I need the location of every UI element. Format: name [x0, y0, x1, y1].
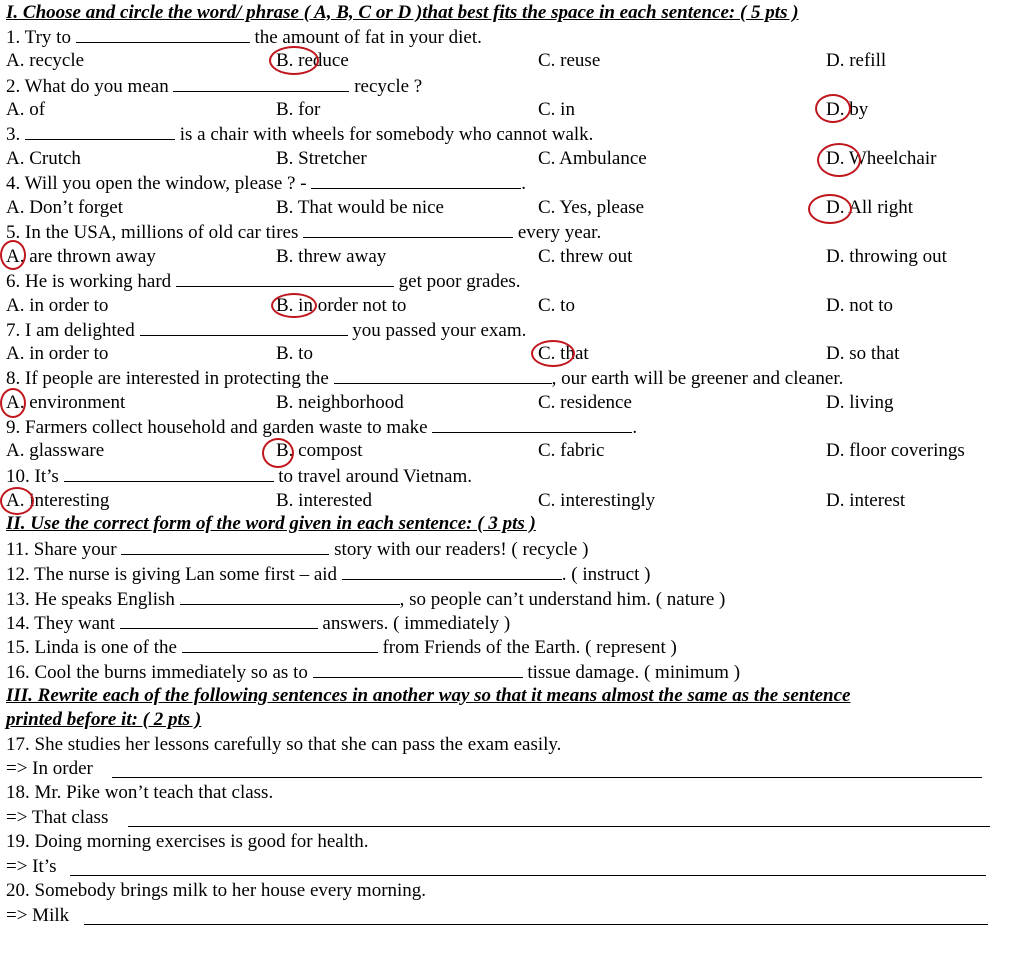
question-3	[6, 122, 593, 146]
question-4-tail: .	[521, 173, 527, 194]
question-18-answer-line[interactable]	[128, 826, 990, 827]
question-1-tail: the amount of fat in your diet.	[254, 27, 482, 48]
question-3-text: 3.	[6, 124, 21, 145]
question-3-blank[interactable]	[25, 122, 175, 140]
question-16-text: 16. Cool the burns immediately so as to	[6, 662, 308, 683]
option-c[interactable]: C. to	[538, 295, 575, 316]
option-c[interactable]: C. fabric	[538, 440, 605, 461]
option-b[interactable]: B. neighborhood	[276, 392, 404, 413]
question-10	[6, 464, 472, 488]
option-c[interactable]: C. residence	[538, 392, 632, 413]
option-a[interactable]: A. are thrown away	[6, 246, 156, 267]
option-b[interactable]: B. in order not to	[276, 295, 407, 316]
question-5	[6, 220, 601, 244]
option-a[interactable]: A. of	[6, 99, 46, 120]
question-1-blank[interactable]	[76, 25, 250, 43]
question-17: 17. She studies her lessons carefully so that she can pass the exam easily.	[6, 734, 562, 755]
option-d[interactable]: D. throwing out	[826, 246, 947, 267]
section-3-heading-line-1: III. Rewrite each of the following sentences in another way so that it means almost the same as the sentence	[6, 685, 851, 706]
question-7-blank[interactable]	[140, 318, 348, 336]
question-7-options	[6, 342, 1016, 366]
option-b[interactable]: B. for	[276, 99, 321, 120]
question-16-tail: tissue damage. ( minimum )	[527, 662, 741, 683]
question-1	[6, 25, 482, 49]
question-5-tail: every year.	[517, 222, 602, 243]
question-14-tail: answers. ( immediately )	[322, 613, 511, 634]
option-a[interactable]: A. in order to	[6, 295, 109, 316]
question-6-options	[6, 294, 1016, 318]
question-14-blank[interactable]	[120, 611, 318, 629]
question-10-text: 10. It’s	[6, 466, 59, 487]
question-11-tail: story with our readers! ( recycle )	[334, 539, 589, 560]
question-11-text: 11. Share your	[6, 539, 117, 560]
question-17-answer-prompt: => In order	[6, 758, 93, 779]
question-5-blank[interactable]	[303, 220, 513, 238]
option-a[interactable]: A. Don’t forget	[6, 197, 123, 218]
section-3-heading-line-2: printed before it: ( 2 pts )	[6, 709, 202, 730]
option-c[interactable]: C. threw out	[538, 246, 633, 267]
question-13-tail: , so people can’t understand him. ( nature )	[399, 589, 726, 610]
question-15-text: 15. Linda is one of the	[6, 637, 177, 658]
question-15	[6, 635, 677, 659]
question-20-answer-line[interactable]	[84, 924, 988, 925]
question-1-text: 1. Try to	[6, 27, 71, 48]
question-16	[6, 660, 740, 684]
question-20-answer-prompt: => Milk	[6, 905, 70, 926]
option-c[interactable]: C. Ambulance	[538, 148, 647, 169]
question-12-text: 12. The nurse is giving Lan some first – aid	[6, 564, 338, 585]
option-b[interactable]: B. Stretcher	[276, 148, 367, 169]
question-20: 20. Somebody brings milk to her house every morning.	[6, 880, 427, 901]
question-8-options	[6, 391, 1016, 415]
option-c[interactable]: C. in	[538, 99, 575, 120]
question-9-text: 9. Farmers collect household and garden waste to make	[6, 417, 428, 438]
question-10-options	[6, 489, 1016, 513]
question-4-text: 4. Will you open the window, please ? -	[6, 173, 307, 194]
question-2	[6, 74, 422, 98]
option-c[interactable]: C. that	[538, 343, 589, 364]
question-6	[6, 269, 521, 293]
option-c[interactable]: C. reuse	[538, 50, 601, 71]
question-10-blank[interactable]	[64, 464, 274, 482]
option-d[interactable]: D. by	[826, 99, 869, 120]
option-a[interactable]: A. environment	[6, 392, 126, 413]
question-1-options	[6, 49, 1016, 73]
question-2-blank[interactable]	[173, 74, 349, 92]
question-15-blank[interactable]	[182, 635, 378, 653]
option-d[interactable]: D. not to	[826, 295, 894, 316]
section-2-heading: II. Use the correct form of the word given in each sentence: ( 3 pts )	[6, 513, 536, 534]
question-7	[6, 318, 526, 342]
question-9-tail: .	[632, 417, 638, 438]
question-19: 19. Doing morning exercises is good for health.	[6, 831, 369, 852]
question-13-text: 13. He speaks English	[6, 589, 175, 610]
option-d[interactable]: D. All right	[826, 197, 914, 218]
question-14-text: 14. They want	[6, 613, 115, 634]
question-18: 18. Mr. Pike won’t teach that class.	[6, 782, 274, 803]
option-a[interactable]: A. Crutch	[6, 148, 81, 169]
question-6-text: 6. He is working hard	[6, 271, 172, 292]
option-b[interactable]: B. reduce	[276, 50, 349, 71]
option-d[interactable]: D. Wheelchair	[826, 148, 937, 169]
question-4-blank[interactable]	[311, 171, 521, 189]
option-d[interactable]: D. living	[826, 392, 894, 413]
question-13	[6, 587, 725, 611]
question-8-tail: , our earth will be greener and cleaner.	[551, 368, 844, 389]
option-b[interactable]: B. compost	[276, 440, 363, 461]
question-15-tail: from Friends of the Earth. ( represent )	[382, 637, 677, 658]
question-2-text: 2. What do you mean	[6, 76, 169, 97]
question-4-options	[6, 196, 1016, 220]
question-17-answer-line[interactable]	[112, 777, 982, 778]
question-14	[6, 611, 510, 635]
question-4	[6, 171, 526, 195]
question-3-options	[6, 147, 1016, 171]
question-12-tail: . ( instruct )	[561, 564, 651, 585]
option-a[interactable]: A. recycle	[6, 50, 85, 71]
question-10-tail: to travel around Vietnam.	[278, 466, 473, 487]
option-d[interactable]: D. refill	[826, 50, 887, 71]
question-5-options	[6, 245, 1016, 269]
question-3-tail: is a chair with wheels for somebody who cannot walk.	[179, 124, 594, 145]
question-2-tail: recycle ?	[354, 76, 423, 97]
question-11	[6, 537, 588, 561]
question-12-blank[interactable]	[342, 562, 562, 580]
question-6-tail: get poor grades.	[398, 271, 521, 292]
question-16-blank[interactable]	[313, 660, 523, 678]
option-a[interactable]: A. in order to	[6, 343, 109, 364]
question-9-blank[interactable]	[432, 415, 632, 433]
question-18-answer-prompt: => That class	[6, 807, 109, 828]
question-9-options	[6, 439, 1016, 463]
option-c[interactable]: C. Yes, please	[538, 197, 645, 218]
option-d[interactable]: D. so that	[826, 343, 900, 364]
question-11-blank[interactable]	[121, 537, 329, 555]
question-6-blank[interactable]	[176, 269, 394, 287]
question-9	[6, 415, 637, 439]
option-a[interactable]: A. interesting	[6, 490, 110, 511]
question-7-text: 7. I am delighted	[6, 320, 135, 341]
question-19-answer-line[interactable]	[70, 875, 986, 876]
option-d[interactable]: D. floor coverings	[826, 440, 965, 461]
section-1-heading: I. Choose and circle the word/ phrase ( A, B, C or D )that best fits the space in each sentence: ( 5 pts )	[6, 2, 799, 23]
question-8-blank[interactable]	[334, 366, 552, 384]
question-2-options	[6, 98, 1016, 122]
question-8	[6, 366, 843, 390]
question-12	[6, 562, 650, 586]
option-b[interactable]: B. interested	[276, 490, 373, 511]
option-b[interactable]: B. That would be nice	[276, 197, 444, 218]
question-8-text: 8. If people are interested in protecting the	[6, 368, 329, 389]
option-c[interactable]: C. interestingly	[538, 490, 656, 511]
question-5-text: 5. In the USA, millions of old car tires	[6, 222, 299, 243]
option-d[interactable]: D. interest	[826, 490, 906, 511]
option-b[interactable]: B. threw away	[276, 246, 387, 267]
option-b[interactable]: B. to	[276, 343, 313, 364]
option-a[interactable]: A. glassware	[6, 440, 105, 461]
question-13-blank[interactable]	[180, 587, 400, 605]
question-19-answer-prompt: => It’s	[6, 856, 57, 877]
question-7-tail: you passed your exam.	[352, 320, 527, 341]
